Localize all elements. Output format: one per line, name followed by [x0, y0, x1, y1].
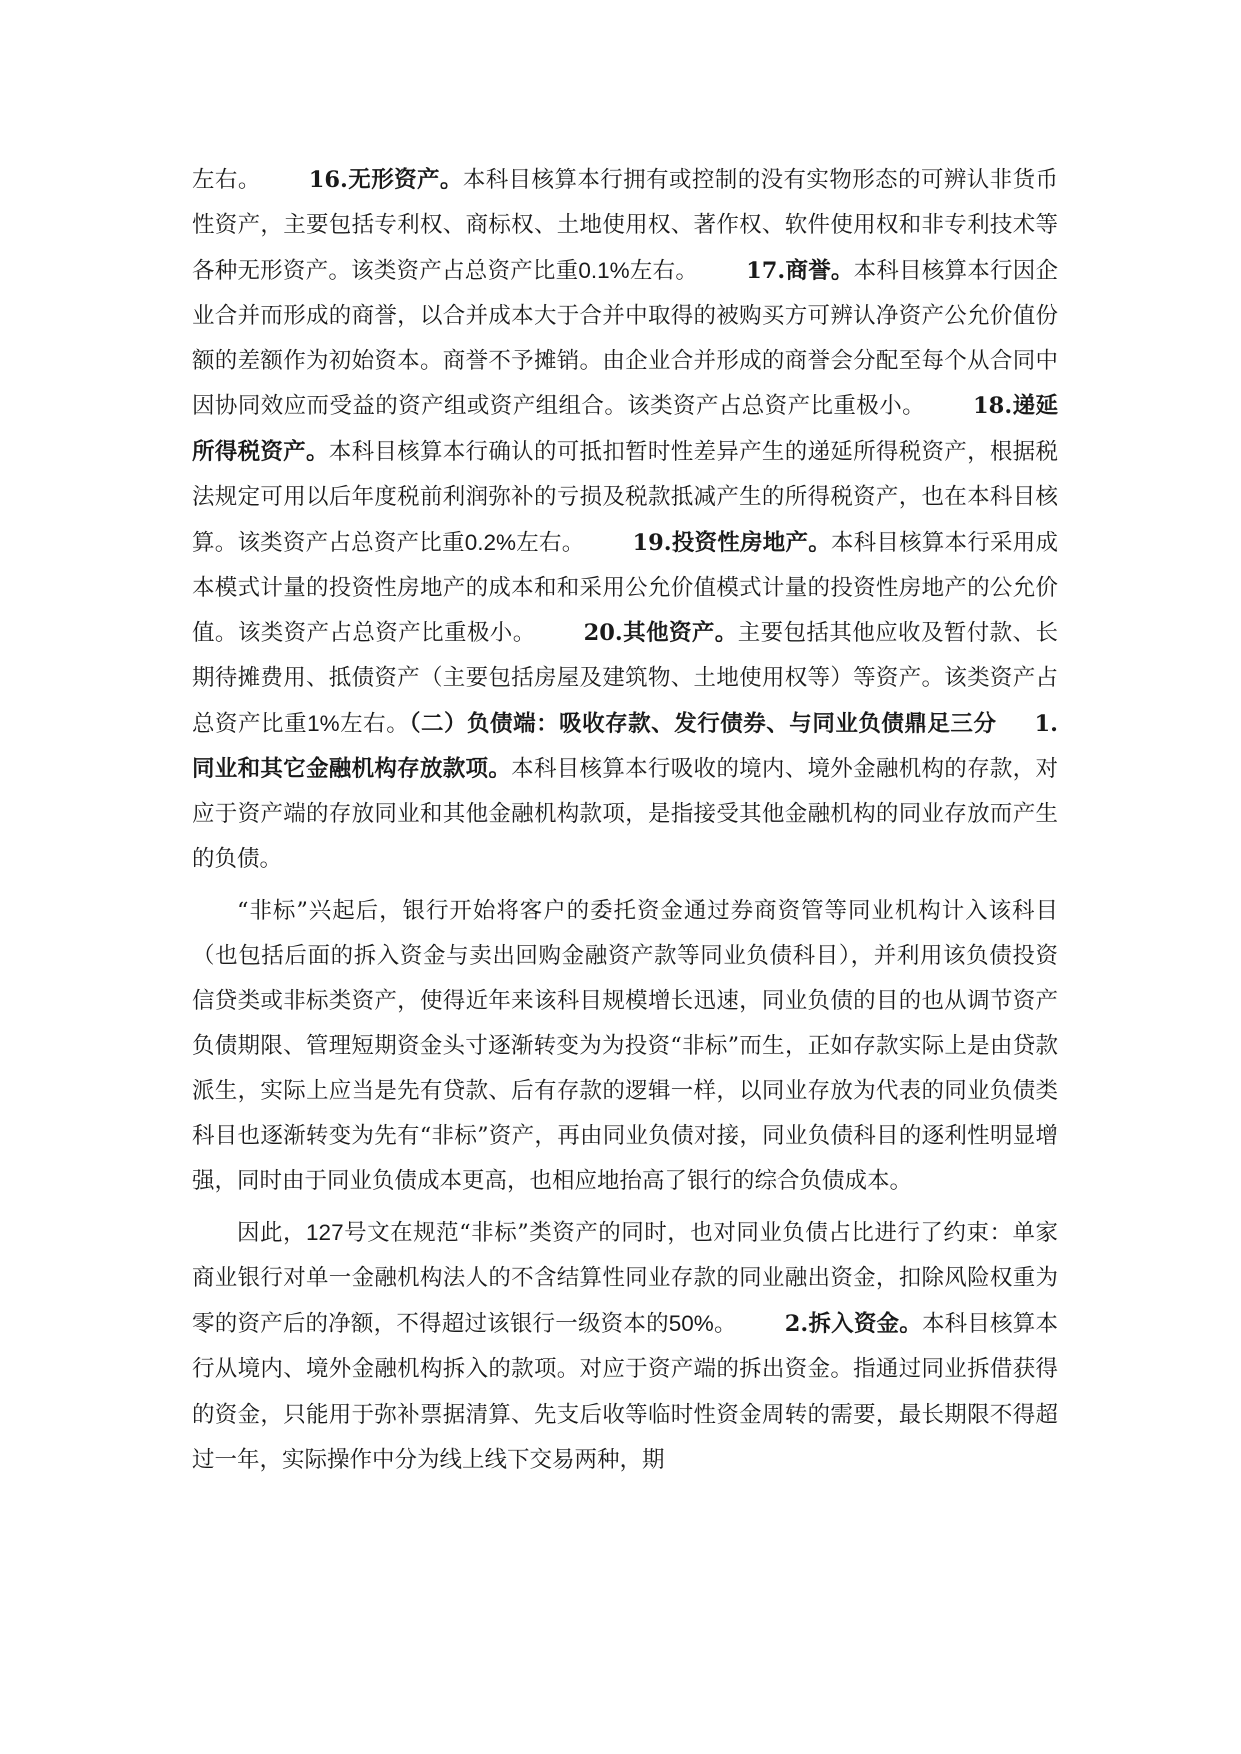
heading-deferred-tax-assets: 18.递延所得税资产。 [192, 393, 1058, 465]
percent-value: 0.2% [464, 529, 517, 555]
paragraph-assets-continued [192, 158, 1058, 883]
text-run: 本科目核算本行采用成本模式计量的投资性房地产的成本和和采用公允价值模式计量的投资性房地产的公允价值。该类资产占总资产比重极小。 [192, 529, 1058, 646]
heading-interbank-deposits: 1.同业和其它金融机构存放款项。 [192, 711, 1058, 783]
text-run: 本科目核算本行确认的可抵扣暂时性差异产生的递延所得税资产，根据税法规定可用以后年度税前利润弥补的亏损及税款抵减产生的所得税资产，也在本科目核算。该类资产占总资产比重 [192, 438, 1058, 556]
heading-investment-property: 19.投资性房地产。 [632, 529, 831, 556]
text-run: 本科目核算本行因企业合并而形成的商誉，以合并成本大于合并中取得的被购买方可辨认净资产公允价值份额的差额作为初始资本。商誉不予摊销。由企业合并形成的商誉会分配至每个从合同中因协同效应而受益的资产组或资产组组合。该类资产占总资产比重极小。 [192, 258, 1058, 420]
percent-value: 0.1% [578, 258, 630, 284]
heading-goodwill: 17.商誉。 [746, 258, 854, 285]
text-run: 左右。 [516, 529, 585, 556]
paragraph-nonstandard: “非标”兴起后，银行开始将客户的委托资金通过券商资管等同业机构计入该科目（也包括后面的拆入资金与卖出回购金融资产款等同业负债科目），并利用该负债投资信贷类或非标类资产，使得近年来该科目规模增长迅速，同业负债的目的也从调节资产负债期限、管理短期资金头寸逐渐转变为为投资“非标”而生，正如存款实际上是由贷款派生，实际上应当是先有贷款、后有存款的逻辑一样，以同业存放为代表的同业负债类科目也逐渐转变为先有“非标”资产，再由同业负债对接，同业负债科目的逐利性明显增强，同时由于同业负债成本更高，也相应地抬高了银行的综合负债成本。 [192, 897, 1058, 1195]
document-number: 127 [306, 1220, 344, 1246]
section-heading-liabilities: （二）负债端：吸收存款、发行债券、与同业负债鼎足三分 [409, 711, 997, 738]
heading-intangible-assets: 16.无形资产。 [308, 167, 463, 193]
document-body [192, 158, 1058, 1483]
percent-value: 50% [668, 1311, 714, 1337]
heading-borrowed-funds: 2.拆入资金。 [784, 1311, 922, 1338]
text-run: 左右。 [192, 167, 261, 193]
text-run: 本科目核算本行从境内、境外金融机构拆入的款项。对应于资产端的拆出资金。指通过同业拆借获得的资金，只能用于弥补票据清算、先支后收等临时性资金周转的需要，最长期限不得超过一年，实际操作中分为线上线下交易两种，期 [192, 1311, 1058, 1473]
text-run: 因此， [237, 1220, 307, 1247]
text-run: 。 [713, 1311, 737, 1338]
percent-value: 1% [307, 711, 340, 737]
text-run: 主要包括其他应收及暂付款、长期待摊费用、抵债资产（主要包括房屋及建筑物、土地使用权等）等资产。该类资产占总资产比重 [192, 619, 1058, 738]
text-run: 本科目核算本行吸收的境内、境外金融机构的存款，对应于资产端的存放同业和其他金融机构款项，是指接受其他金融机构的同业存放而产生的负债。 [192, 756, 1058, 873]
paragraph-regulation [192, 1210, 1058, 1483]
text-run: 本科目核算本行拥有或控制的没有实物形态的可辨认非货币性资产，主要包括专利权、商标权、土地使用权、著作权、软件使用权和非专利技术等各种无形资产。该类资产占总资产比重 [192, 167, 1058, 285]
heading-other-assets: 20.其他资产。 [583, 619, 738, 646]
text-run: 号文在规范“非标”类资产的同时，也对同业负债占比进行了约束：单家商业银行对单一金融机构法人的不含结算性同业存款的同业融出资金，扣除风险权重为零的资产后的净额，不得超过该银行一级资本的 [192, 1220, 1058, 1338]
text-run: 左右。 [339, 711, 410, 738]
text-run: 左右。 [629, 258, 699, 285]
